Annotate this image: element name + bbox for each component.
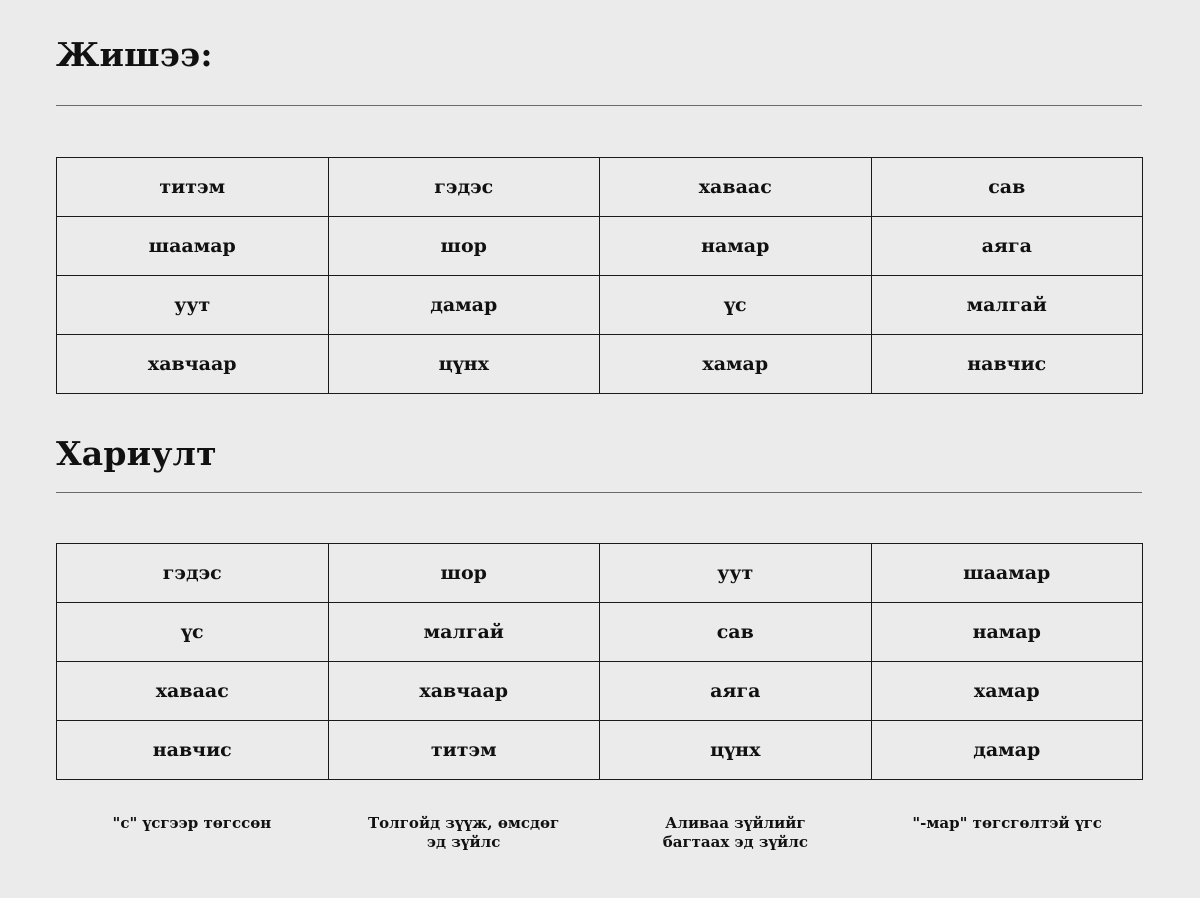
table-cell: навчис: [57, 721, 329, 780]
table-cell: сав: [600, 603, 872, 662]
example-table: [56, 157, 1143, 394]
table-cell: намар: [871, 603, 1143, 662]
table-cell: малгай: [328, 603, 600, 662]
divider: [56, 492, 1142, 493]
table-row: [57, 721, 1143, 780]
caption-ending-s: "с" үсгээр төгссөн: [112, 814, 272, 832]
table-cell: хавчаар: [328, 662, 600, 721]
table-cell: сав: [871, 158, 1143, 217]
table-cell: шаамар: [57, 217, 329, 276]
table-cell: дамар: [328, 276, 600, 335]
table-cell: хавчаар: [57, 335, 329, 394]
caption-ending-mar: "-мар" төгсгөлтэй үгс: [912, 814, 1102, 832]
table-cell: аяга: [871, 217, 1143, 276]
caption-headwear: Толгойд зүүж, өмсдөг эд зүйлс: [368, 814, 560, 851]
table-cell: малгай: [871, 276, 1143, 335]
table-cell: хамар: [600, 335, 872, 394]
table-cell: гэдэс: [328, 158, 600, 217]
table-cell: хаваас: [600, 158, 872, 217]
table-cell: цүнх: [600, 721, 872, 780]
answer-heading: Хариулт: [56, 434, 217, 473]
table-cell: шор: [328, 544, 600, 603]
table-row: [57, 276, 1143, 335]
table-row: [57, 158, 1143, 217]
table-cell: титэм: [57, 158, 329, 217]
table-cell: шаамар: [871, 544, 1143, 603]
table-row: [57, 603, 1143, 662]
table-cell: намар: [600, 217, 872, 276]
table-row: [57, 335, 1143, 394]
table-cell: уут: [57, 276, 329, 335]
table-cell: гэдэс: [57, 544, 329, 603]
answer-table: [56, 543, 1143, 780]
caption-containers: Аливаа зүйлийг багтаах эд зүйлс: [662, 814, 809, 851]
table-cell: үс: [600, 276, 872, 335]
table-cell: шор: [328, 217, 600, 276]
table-cell: хамар: [871, 662, 1143, 721]
table-row: [57, 544, 1143, 603]
table-row: [57, 662, 1143, 721]
divider: [56, 105, 1142, 106]
table-cell: аяга: [600, 662, 872, 721]
example-heading: Жишээ:: [56, 35, 213, 74]
table-cell: дамар: [871, 721, 1143, 780]
table-cell: цүнх: [328, 335, 600, 394]
table-cell: хаваас: [57, 662, 329, 721]
table-cell: үс: [57, 603, 329, 662]
category-captions: [56, 814, 1143, 852]
table-cell: навчис: [871, 335, 1143, 394]
table-row: [57, 217, 1143, 276]
table-cell: титэм: [328, 721, 600, 780]
table-cell: уут: [600, 544, 872, 603]
